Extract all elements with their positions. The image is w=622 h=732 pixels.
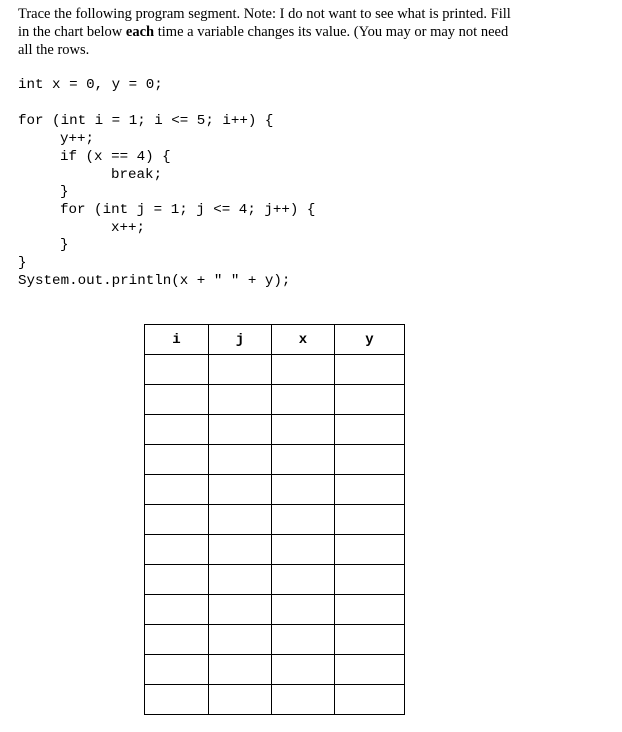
header-j: j bbox=[209, 325, 272, 355]
table-row bbox=[145, 385, 405, 415]
cell-i[interactable] bbox=[145, 535, 209, 565]
cell-y[interactable] bbox=[335, 535, 405, 565]
code-close-outer-for: } bbox=[18, 255, 27, 271]
code-declaration bbox=[18, 76, 163, 94]
cell-x[interactable] bbox=[272, 445, 335, 475]
cell-x[interactable] bbox=[272, 565, 335, 595]
cell-x[interactable] bbox=[272, 505, 335, 535]
cell-j[interactable] bbox=[209, 355, 272, 385]
cell-i[interactable] bbox=[145, 505, 209, 535]
code-close-if: } bbox=[60, 184, 69, 200]
header-x: x bbox=[272, 325, 335, 355]
paren: ( bbox=[85, 202, 103, 218]
cell-i[interactable] bbox=[145, 445, 209, 475]
declaration-text: x = 0, y = 0; bbox=[43, 77, 163, 93]
table-row bbox=[145, 445, 405, 475]
cell-i[interactable] bbox=[145, 595, 209, 625]
code-close-inner-for: } bbox=[60, 237, 69, 253]
cell-j[interactable] bbox=[209, 565, 272, 595]
code-outer-for bbox=[18, 112, 273, 130]
inner-for-header: j = 1; j <= 4; j++) { bbox=[128, 202, 316, 218]
code-x-increment: x++; bbox=[111, 220, 146, 236]
cell-j[interactable] bbox=[209, 415, 272, 445]
instructions-line-2-start: in the chart below bbox=[18, 24, 126, 40]
cell-y[interactable] bbox=[335, 445, 405, 475]
keyword-for: for bbox=[18, 113, 44, 129]
cell-i[interactable] bbox=[145, 685, 209, 715]
cell-y[interactable] bbox=[335, 415, 405, 445]
cell-y[interactable] bbox=[335, 655, 405, 685]
cell-j[interactable] bbox=[209, 595, 272, 625]
cell-y[interactable] bbox=[335, 625, 405, 655]
trace-table bbox=[144, 324, 405, 715]
cell-x[interactable] bbox=[272, 655, 335, 685]
cell-y[interactable] bbox=[335, 685, 405, 715]
instructions-paragraph bbox=[18, 5, 588, 59]
table-row bbox=[145, 595, 405, 625]
code-println: System.out.println(x + " " + y); bbox=[18, 273, 291, 289]
cell-y[interactable] bbox=[335, 595, 405, 625]
cell-i[interactable] bbox=[145, 565, 209, 595]
cell-x[interactable] bbox=[272, 415, 335, 445]
table-row bbox=[145, 415, 405, 445]
cell-y[interactable] bbox=[335, 475, 405, 505]
code-break bbox=[111, 166, 162, 184]
table-row bbox=[145, 625, 405, 655]
cell-j[interactable] bbox=[209, 655, 272, 685]
table-row bbox=[145, 565, 405, 595]
instructions-line-3: all the rows. bbox=[18, 42, 90, 58]
table-row bbox=[145, 535, 405, 565]
cell-x[interactable] bbox=[272, 685, 335, 715]
header-i: i bbox=[145, 325, 209, 355]
cell-i[interactable] bbox=[145, 475, 209, 505]
cell-x[interactable] bbox=[272, 625, 335, 655]
keyword-int: int bbox=[18, 77, 44, 93]
code-if bbox=[60, 148, 171, 166]
cell-x[interactable] bbox=[272, 595, 335, 625]
cell-j[interactable] bbox=[209, 385, 272, 415]
cell-x[interactable] bbox=[272, 475, 335, 505]
instructions-line-2-end: time a variable changes its value. (You may or may not need bbox=[154, 24, 509, 40]
cell-y[interactable] bbox=[335, 355, 405, 385]
if-condition: (x == 4) { bbox=[77, 149, 171, 165]
cell-x[interactable] bbox=[272, 535, 335, 565]
keyword-int: int bbox=[102, 202, 129, 218]
table-row bbox=[145, 475, 405, 505]
cell-y[interactable] bbox=[335, 565, 405, 595]
cell-j[interactable] bbox=[209, 535, 272, 565]
cropped-header-fragment bbox=[18, 0, 98, 1]
cell-i[interactable] bbox=[145, 625, 209, 655]
cell-j[interactable] bbox=[209, 685, 272, 715]
cell-y[interactable] bbox=[335, 505, 405, 535]
table-row bbox=[145, 685, 405, 715]
cell-i[interactable] bbox=[145, 385, 209, 415]
header-y: y bbox=[335, 325, 405, 355]
cell-x[interactable] bbox=[272, 385, 335, 415]
trace-table-body bbox=[145, 355, 405, 715]
keyword-int: int bbox=[60, 113, 87, 129]
cell-j[interactable] bbox=[209, 625, 272, 655]
instructions-line-1: Trace the following program segment. Note: I do not want to see what is printed. Fill bbox=[18, 6, 511, 22]
trace-table-header-row bbox=[145, 325, 405, 355]
cell-j[interactable] bbox=[209, 445, 272, 475]
cell-j[interactable] bbox=[209, 505, 272, 535]
paren: ( bbox=[43, 113, 61, 129]
outer-for-header: i = 1; i <= 5; i++) { bbox=[86, 113, 274, 129]
cell-x[interactable] bbox=[272, 355, 335, 385]
code-y-increment: y++; bbox=[60, 131, 95, 147]
table-row bbox=[145, 505, 405, 535]
instructions-emphasis: each bbox=[125, 24, 155, 40]
keyword-for: for bbox=[60, 202, 86, 218]
keyword-if: if bbox=[60, 149, 78, 165]
cell-i[interactable] bbox=[145, 355, 209, 385]
table-row bbox=[145, 355, 405, 385]
table-row bbox=[145, 655, 405, 685]
keyword-break: break; bbox=[111, 167, 163, 183]
cell-j[interactable] bbox=[209, 475, 272, 505]
cell-i[interactable] bbox=[145, 415, 209, 445]
cell-i[interactable] bbox=[145, 655, 209, 685]
cell-y[interactable] bbox=[335, 385, 405, 415]
code-inner-for bbox=[60, 201, 315, 219]
